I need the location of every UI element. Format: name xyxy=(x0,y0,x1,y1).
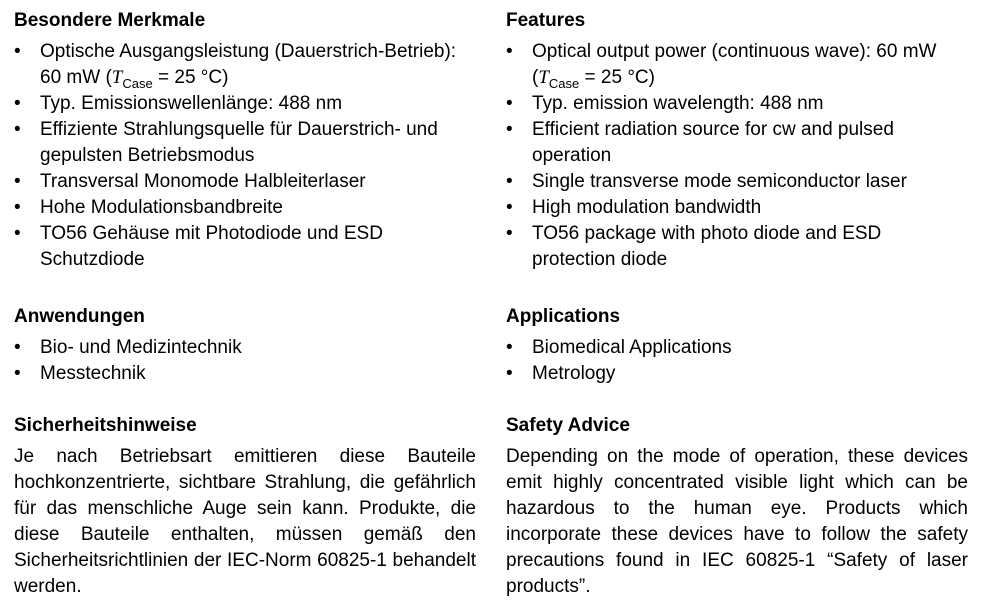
section-features-en xyxy=(506,8,968,273)
list-item: • High modulation bandwidth xyxy=(506,195,968,221)
section-applications-en xyxy=(506,304,968,387)
list-item: • Typ. emission wavelength: 488 nm xyxy=(506,91,968,117)
applications-list-de xyxy=(14,335,476,387)
list-item: • Metrology xyxy=(506,361,968,387)
safety-text-en: Depending on the mode of operation, these devices emit highly concentrated visible light which can be hazardous to the human eye. Products which incorporate these devices have to follow the safety precautions found in IEC 60825-1 “Safety of laser products”. xyxy=(506,446,968,597)
bullet-icon: • xyxy=(14,171,21,192)
heading-safety-de: Sicherheitshinweise xyxy=(14,415,197,436)
bullet-icon: • xyxy=(506,119,513,140)
list-item: • Typ. Emissionswellenlänge: 488 nm xyxy=(14,91,476,117)
bullet-icon: • xyxy=(506,223,513,244)
heading-features-en: Features xyxy=(506,10,586,31)
bullet-icon: • xyxy=(14,337,21,358)
list-item: • TO56 Gehäuse mit Photodiode und ESD Schutzdiode xyxy=(14,223,383,270)
heading-applications-de: Anwendungen xyxy=(14,306,145,327)
bullet-icon: • xyxy=(14,223,21,244)
list-item: • Effiziente Strahlungsquelle für Dauerstrich- und gepulsten Betriebsmodus xyxy=(14,119,438,166)
features-list-en xyxy=(506,39,968,273)
bullet-icon: • xyxy=(14,41,21,62)
section-safety-de xyxy=(14,413,476,600)
bullet-icon: • xyxy=(14,197,21,218)
list-item: • Bio- und Medizintechnik xyxy=(14,335,476,361)
bullet-icon: • xyxy=(14,93,21,114)
section-safety-en xyxy=(506,413,968,600)
section-applications-de xyxy=(14,304,476,387)
bullet-icon: • xyxy=(506,337,513,358)
section-features-de xyxy=(14,8,476,273)
list-item: • Messtechnik xyxy=(14,361,476,387)
list-item: • Transversal Monomode Halbleiterlaser xyxy=(14,169,476,195)
list-item: • Optische Ausgangsleistung (Dauerstrich-Betrieb): 60 mW ($T_{Case} = 25$ °C) xyxy=(14,41,457,91)
heading-features-de: Besondere Merkmale xyxy=(14,10,206,31)
bullet-icon: • xyxy=(506,93,513,114)
bullet-icon: • xyxy=(14,363,21,384)
heading-applications-en: Applications xyxy=(506,306,621,327)
bullet-icon: • xyxy=(14,119,21,140)
list-item: • Biomedical Applications xyxy=(506,335,968,361)
list-item: • Single transverse mode semiconductor laser xyxy=(506,169,968,195)
features-list-de xyxy=(14,39,476,273)
bullet-icon: • xyxy=(506,171,513,192)
applications-list-en xyxy=(506,335,968,387)
bullet-icon: • xyxy=(506,41,513,62)
safety-text-de: Je nach Betriebsart emittieren diese Bauteile hochkonzentrierte, sichtbare Strahlung, die gefährlich für das menschliche Auge sein kann. Produkte, die diese Bauteile enthalten, müssen gemäß den Sicherheitsrichtlinien der IEC-Norm 60825-1 behandelt werden. xyxy=(14,446,476,597)
list-item: • Efficient radiation source for cw and pulsed operation xyxy=(506,119,894,166)
list-item: • Hohe Modulationsbandbreite xyxy=(14,195,476,221)
bullet-icon: • xyxy=(506,363,513,384)
list-item: • TO56 package with photo diode and ESD protection diode xyxy=(506,223,882,270)
list-item: • Optical output power (continuous wave): 60 mW ($T_{Case} = 25$ °C) xyxy=(506,41,937,91)
heading-safety-en: Safety Advice xyxy=(506,415,630,436)
bullet-icon: • xyxy=(506,197,513,218)
